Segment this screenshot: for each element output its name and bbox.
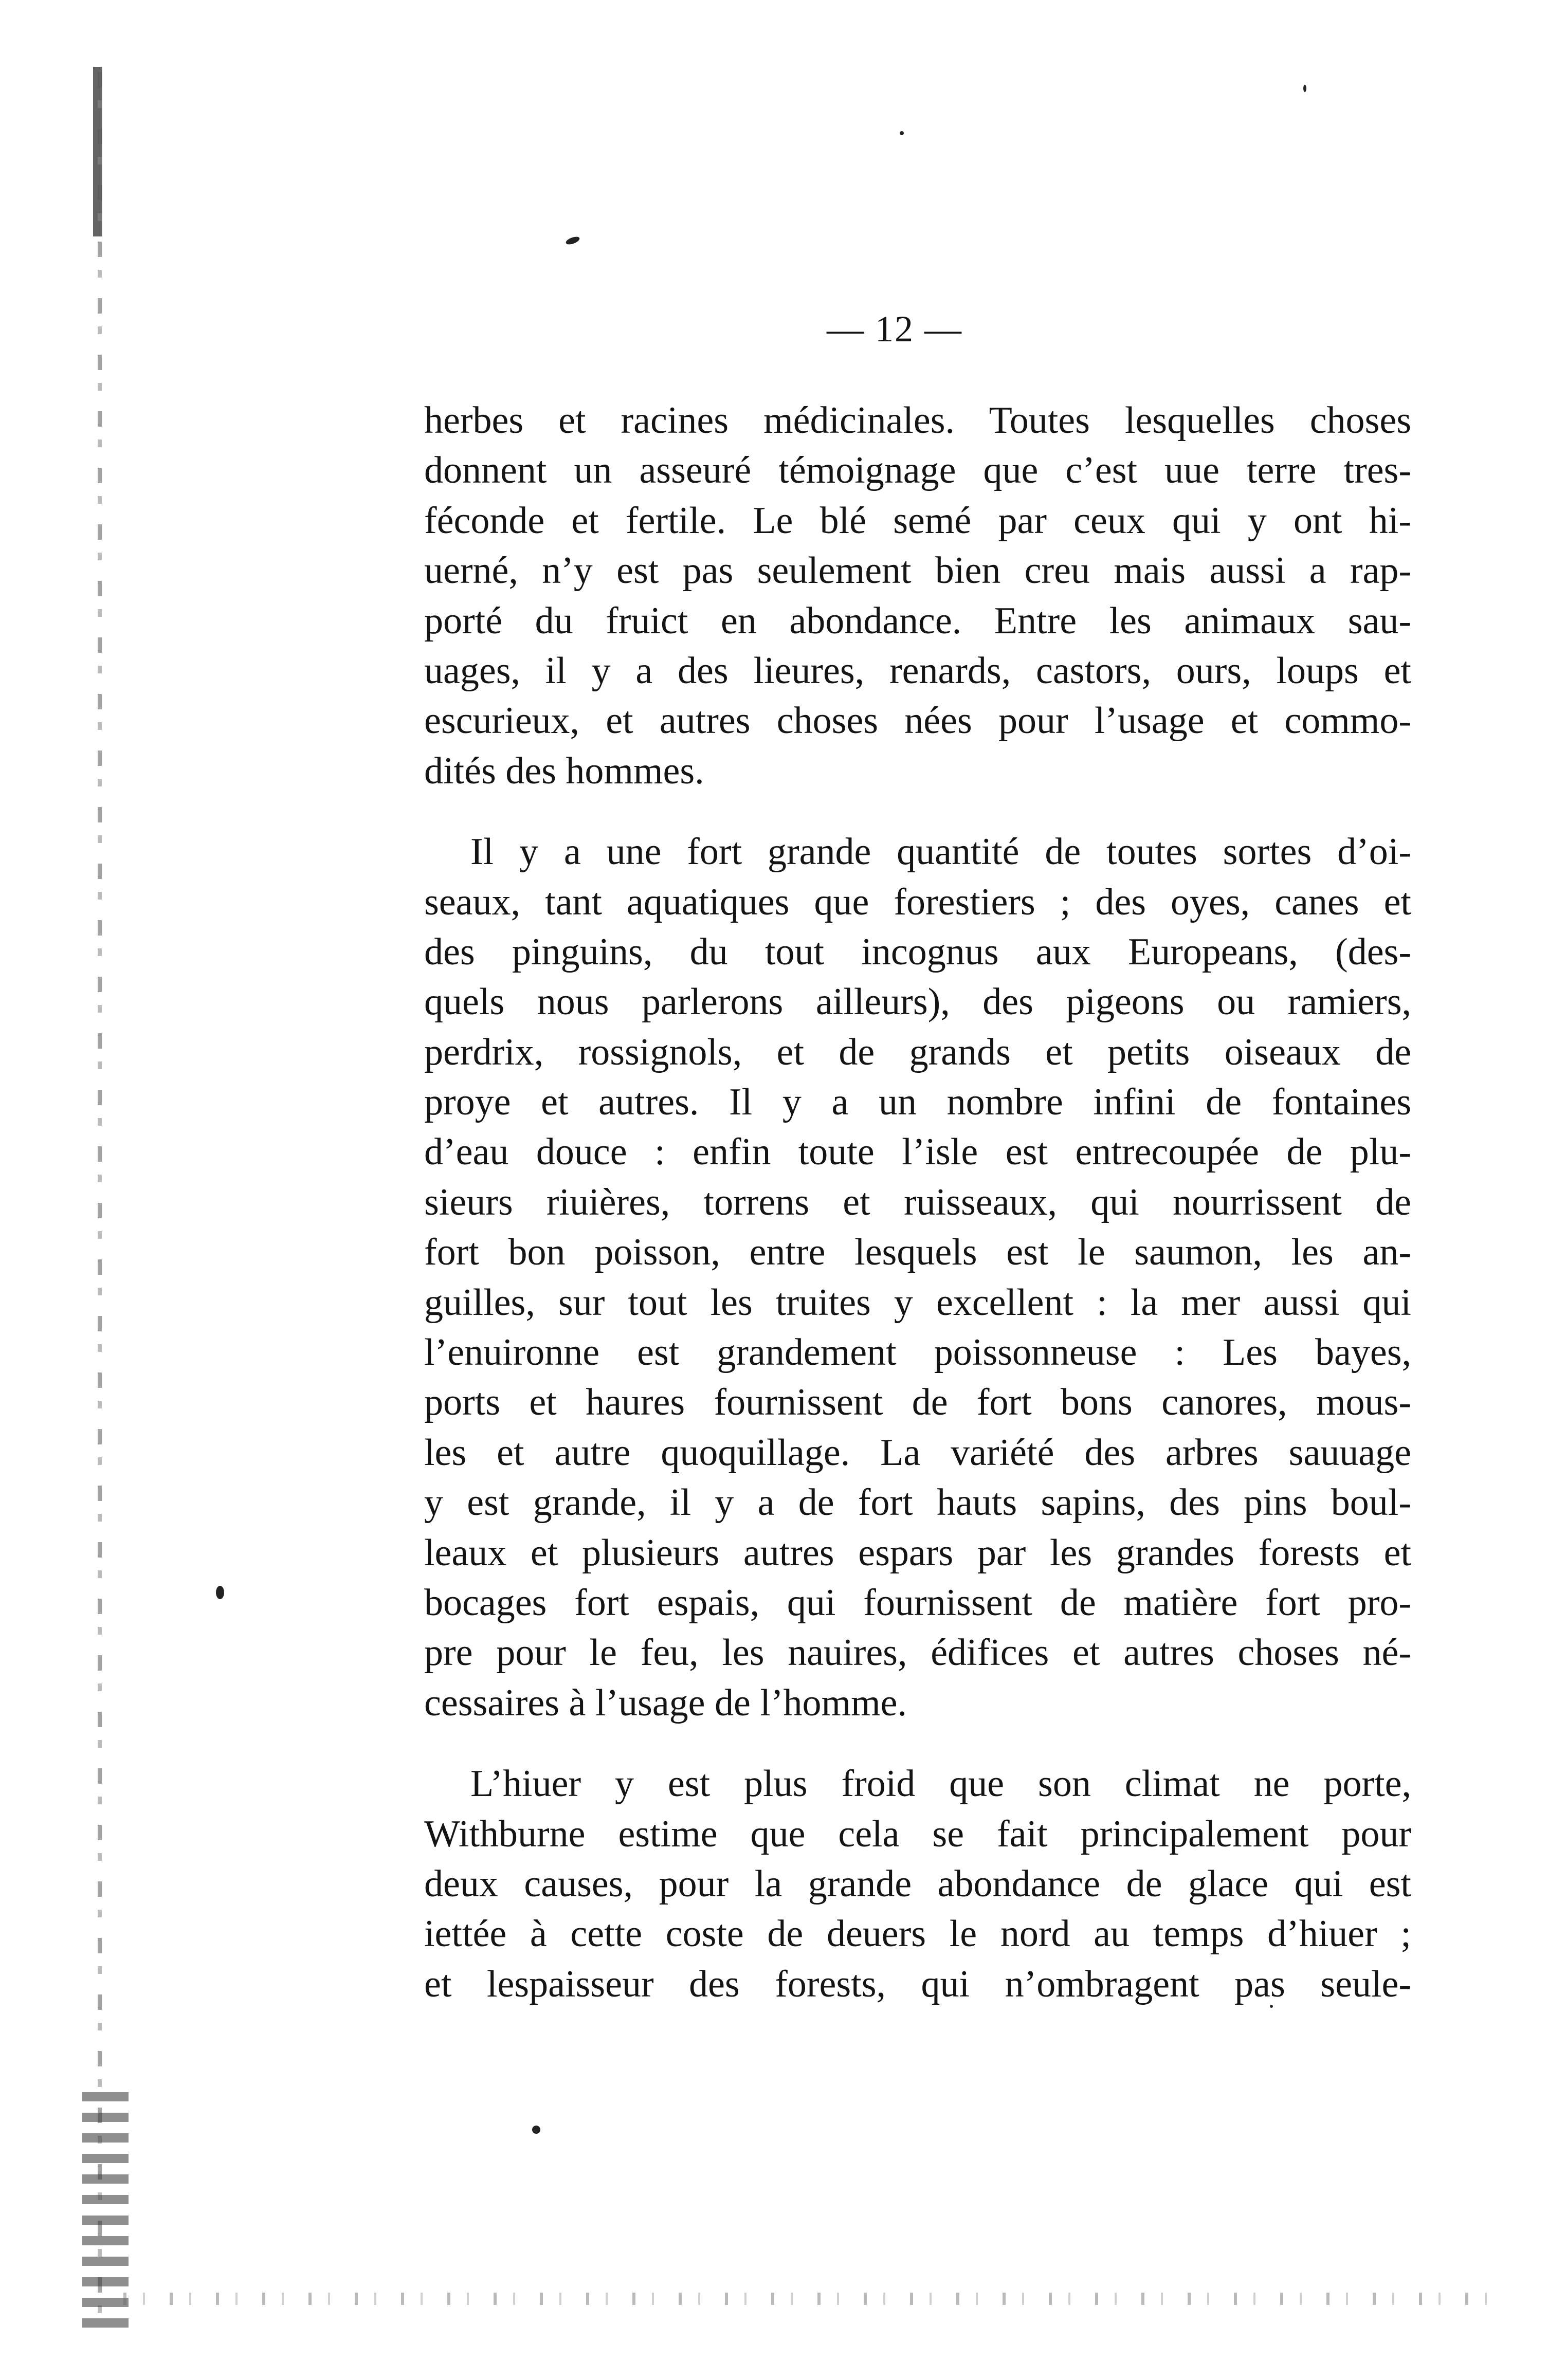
paragraph-3 (424, 1759, 1411, 2009)
body-text (424, 396, 1411, 2009)
ink-speck (565, 235, 580, 246)
text-line: uages, il y a des lieures, renards, castors, ours, loups et (424, 649, 1411, 692)
paragraph-gap (424, 1728, 1411, 1759)
ink-speck (1303, 85, 1306, 92)
text-line: guilles, sur tout les truites y excellent : la mer aussi qui (424, 1281, 1411, 1324)
paragraph-2 (424, 827, 1411, 1728)
scan-noise (123, 2293, 1512, 2305)
binding-bottom-mark (82, 2092, 129, 2329)
paragraph-1 (424, 396, 1411, 796)
text-line: Withburne estime que cela se fait principalement pour (424, 1813, 1411, 1855)
page-number: — 12 — (827, 308, 962, 350)
text-line: porté du fruict en abondance. Entre les animaux sau- (424, 599, 1411, 642)
text-line: perdrix, rossignols, et de grands et petits oiseaux de (424, 1031, 1411, 1073)
paragraph-gap (424, 796, 1411, 827)
text-line: Il y a une fort grande quantité de toutes sortes d’oi- (470, 831, 1411, 873)
text-line: deux causes, pour la grande abondance de glace qui est (424, 1862, 1411, 1905)
ink-speck (216, 1586, 224, 1599)
text-line: et lespaisseur des forests, qui n’ombragent pas seule- (424, 1963, 1411, 2005)
text-line: escurieux, et autres choses nées pour l’usage et commo- (424, 700, 1411, 742)
binding-edge (72, 62, 134, 2334)
binding-rule (98, 72, 102, 2323)
text-line: y est grande, il y a de fort hauts sapins, des pins boul- (424, 1481, 1411, 1524)
text-line: seaux, tant aquatiques que forestiers ; des oyes, canes et (424, 881, 1411, 923)
text-line: proye et autres. Il y a un nombre infini de fontaines (424, 1081, 1411, 1124)
text-line: quels nous parlerons ailleurs), des pigeons ou ramiers, (424, 981, 1411, 1023)
text-line: L’hiuer y est plus froid que son climat ne porte, (470, 1763, 1411, 1805)
text-line: donnent un asseuré témoignage que c’est uue terre tres- (424, 449, 1411, 492)
text-line: les et autre quoquillage. La variété des arbres sauuage (424, 1431, 1411, 1474)
text-line: herbes et racines médicinales. Toutes lesquelles choses (424, 399, 1411, 442)
text-line: bocages fort espais, qui fournissent de matière fort pro- (424, 1581, 1411, 1624)
text-line: féconde et fertile. Le blé semé par ceux qui y ont hi- (424, 499, 1411, 542)
ink-speck (900, 131, 904, 135)
text-line: dités des hommes. (424, 749, 704, 792)
text-line: pre pour le feu, les nauires, édifices et autres choses né- (424, 1632, 1411, 1674)
text-line: l’enuironne est grandement poissonneuse : Les bayes, (424, 1331, 1411, 1374)
text-line: ports et haures fournissent de fort bons canores, mous- (424, 1381, 1411, 1424)
ink-speck (532, 2126, 540, 2134)
text-line: iettée à cette coste de deuers le nord au temps d’hiuer ; (424, 1913, 1411, 1955)
text-line: d’eau douce : enfin toute l’isle est entrecoupée de plu- (424, 1131, 1411, 1174)
text-line: des pinguins, du tout incognus aux Europeans, (des- (424, 930, 1411, 973)
text-line: leaux et plusieurs autres espars par les grandes forests et (424, 1531, 1411, 1574)
text-line: cessaires à l’usage de l’homme. (424, 1681, 907, 1724)
text-line: fort bon poisson, entre lesquels est le saumon, les an- (424, 1231, 1411, 1274)
text-line: uerné, n’y est pas seulement bien creu mais aussi a rap- (424, 550, 1411, 592)
text-line: sieurs riuières, torrens et ruisseaux, qui nourrissent de (424, 1181, 1411, 1223)
